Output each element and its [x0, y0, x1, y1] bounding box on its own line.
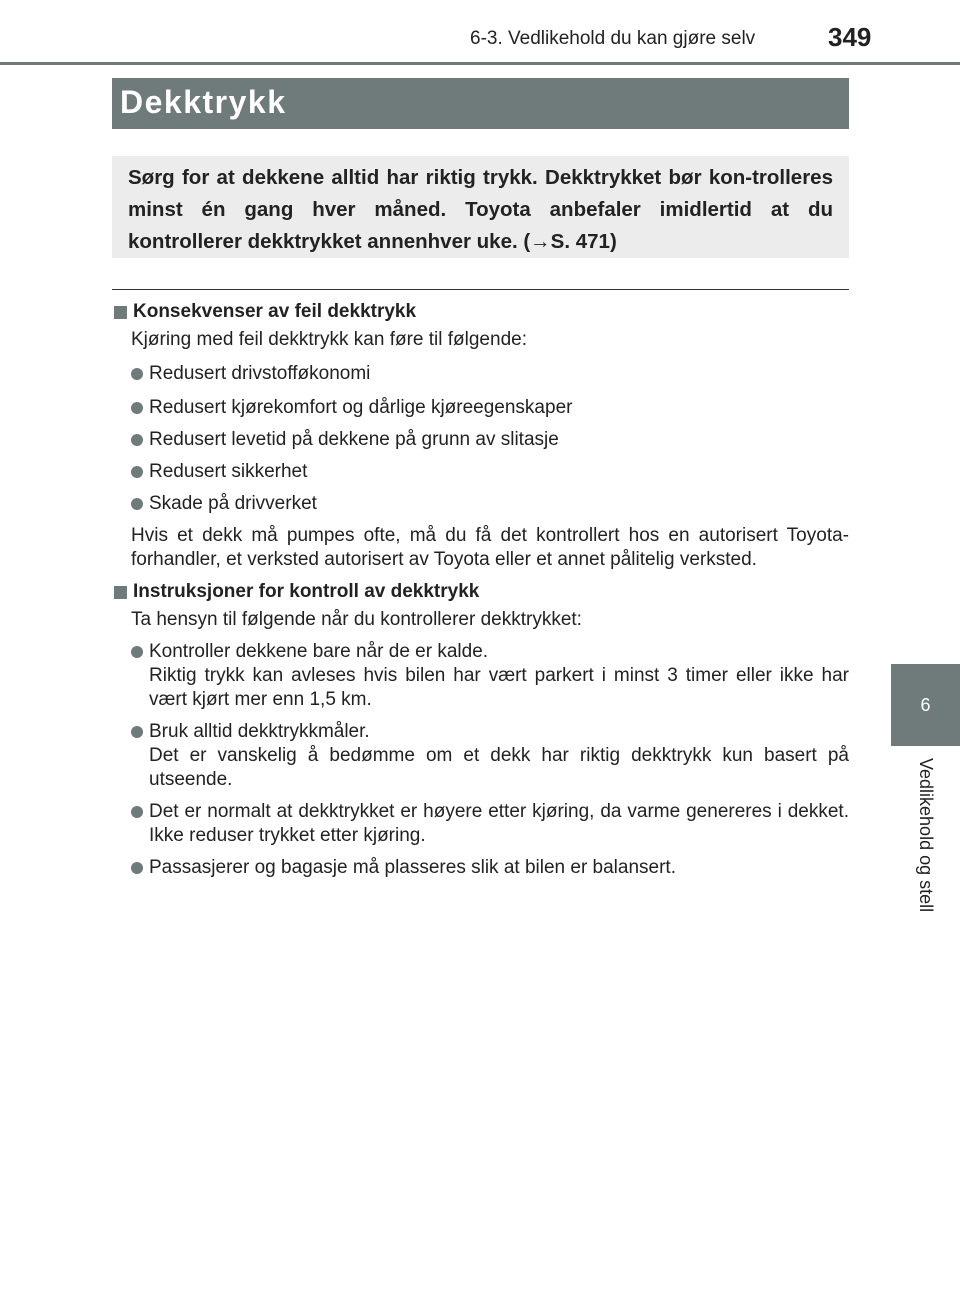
list-item [112, 800, 849, 848]
list-item-text: Redusert drivstofføkonomi [149, 363, 371, 384]
section-lead: Ta hensyn til følgende når du kontrollerer dekktrykket: [131, 609, 582, 630]
intro-box [112, 156, 849, 258]
list-item-text [149, 640, 849, 712]
list-item [112, 396, 849, 420]
dot-bullet-icon [131, 862, 143, 874]
dot-bullet-icon [131, 646, 143, 658]
dot-bullet-icon [131, 402, 143, 414]
section-heading-text: Konsekvenser av feil dekktrykk [133, 301, 417, 322]
content [112, 300, 849, 880]
list-item-line: Kontroller dekkene bare når de er kalde. [149, 641, 489, 662]
section-note: Hvis et dekk må pumpes ofte, må du få det kontrollert hos en autorisert Toyota-forhandler, et verksted autorisert av Toyota eller et annet pålitelig verksted. [131, 525, 849, 570]
page-title: Dekktrykk [112, 78, 849, 129]
list-item [112, 492, 849, 516]
header-section-title: 6-3. Vedlikehold du kan gjøre selv [470, 28, 756, 49]
header-rule [0, 62, 960, 65]
list-item-text: Det er normalt at dekktrykket er høyere etter kjøring, da varme genereres i dekket. Ikke reduser trykket etter kjøring. [149, 801, 849, 846]
dot-bullet-icon [131, 466, 143, 478]
section-heading [112, 580, 849, 604]
dot-bullet-icon [131, 806, 143, 818]
list-item-detail: Riktig trykk kan avleses hvis bilen har vært parkert i minst 3 timer eller ikke har vært kjørt mer enn 1,5 km. [149, 665, 849, 710]
intro-text: Sørg for at dekkene alltid har riktig trykk. Dekktrykket bør kon-trolleres minst én gang hver måned. Toyota anbefaler imidlertid at du kontrollerer dekktrykket annenhver uke. (→S. 471) [128, 166, 833, 253]
list-item-line: Bruk alltid dekktrykkmåler. [149, 721, 370, 742]
section-divider [112, 289, 849, 290]
page-number: 349 [828, 22, 872, 52]
dot-bullet-icon [131, 498, 143, 510]
list-item-text [149, 720, 849, 792]
list-item-text: Redusert kjørekomfort og dårlige kjøreegenskaper [149, 397, 573, 418]
list-item-text: Skade på drivverket [149, 493, 317, 514]
list-item [112, 428, 849, 452]
section-heading [112, 300, 849, 324]
section-heading-text: Instruksjoner for kontroll av dekktrykk [133, 581, 480, 602]
list-item-detail: Det er vanskelig å bedømme om et dekk har riktig dekktrykk kun basert på utseende. [149, 745, 849, 790]
square-bullet-icon [114, 586, 127, 599]
dot-bullet-icon [131, 726, 143, 738]
section-lead: Kjøring med feil dekktrykk kan føre til følgende: [131, 329, 527, 350]
dot-bullet-icon [131, 368, 143, 380]
list-item-text: Redusert levetid på dekkene på grunn av slitasje [149, 429, 559, 450]
chapter-tab: 6 [891, 664, 960, 746]
square-bullet-icon [114, 306, 127, 319]
list-item-text: Redusert sikkerhet [149, 461, 308, 482]
list-item [112, 720, 849, 792]
dot-bullet-icon [131, 434, 143, 446]
list-item [112, 640, 849, 712]
list-item [112, 460, 849, 484]
list-item [112, 362, 849, 386]
list-item [112, 856, 849, 880]
chapter-tab-label: Vedlikehold og stell [916, 758, 936, 913]
list-item-text: Passasjerer og bagasje må plasseres slik at bilen er balansert. [149, 857, 676, 878]
